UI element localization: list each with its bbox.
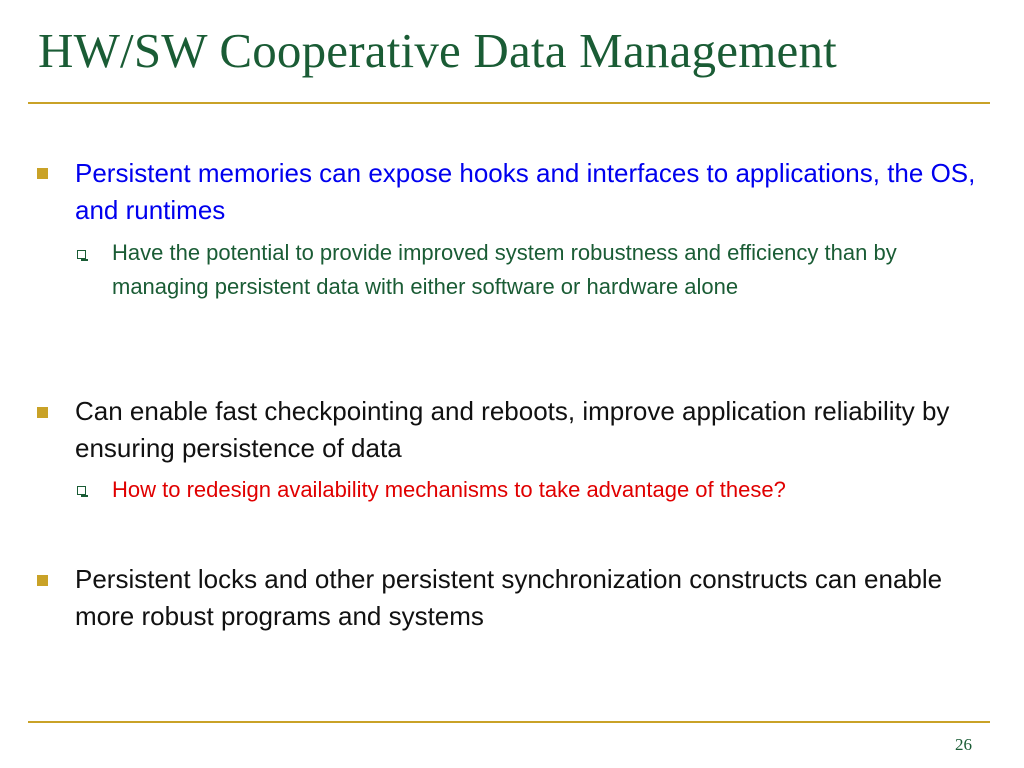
bullet-2-sub-1-text: How to redesign availability mechanisms to take advantage of these? — [112, 477, 786, 502]
bullet-2-text: Can enable fast checkpointing and reboots, improve application reliability by ensuring persistence of data — [75, 396, 950, 463]
bullet-1-text: Persistent memories can expose hooks and interfaces to applications, the OS, and runtimes — [75, 158, 976, 225]
bullet-square-icon — [37, 407, 48, 418]
bullet-1-sub-1-text: Have the potential to provide improved system robustness and efficiency than by managing persistent data with either software or hardware alone — [112, 240, 897, 299]
bullet-3-text: Persistent locks and other persistent synchronization constructs can enable more robust programs and systems — [75, 564, 943, 631]
page-number: 26 — [955, 735, 972, 754]
bullet-square-icon — [37, 168, 48, 179]
sub-bullet-box-icon — [77, 250, 86, 259]
slide-title: HW/SW Cooperative Data Management — [38, 23, 837, 78]
footer-rule — [28, 721, 990, 723]
sub-bullet-box-icon — [77, 486, 86, 495]
bullet-square-icon — [37, 575, 48, 586]
